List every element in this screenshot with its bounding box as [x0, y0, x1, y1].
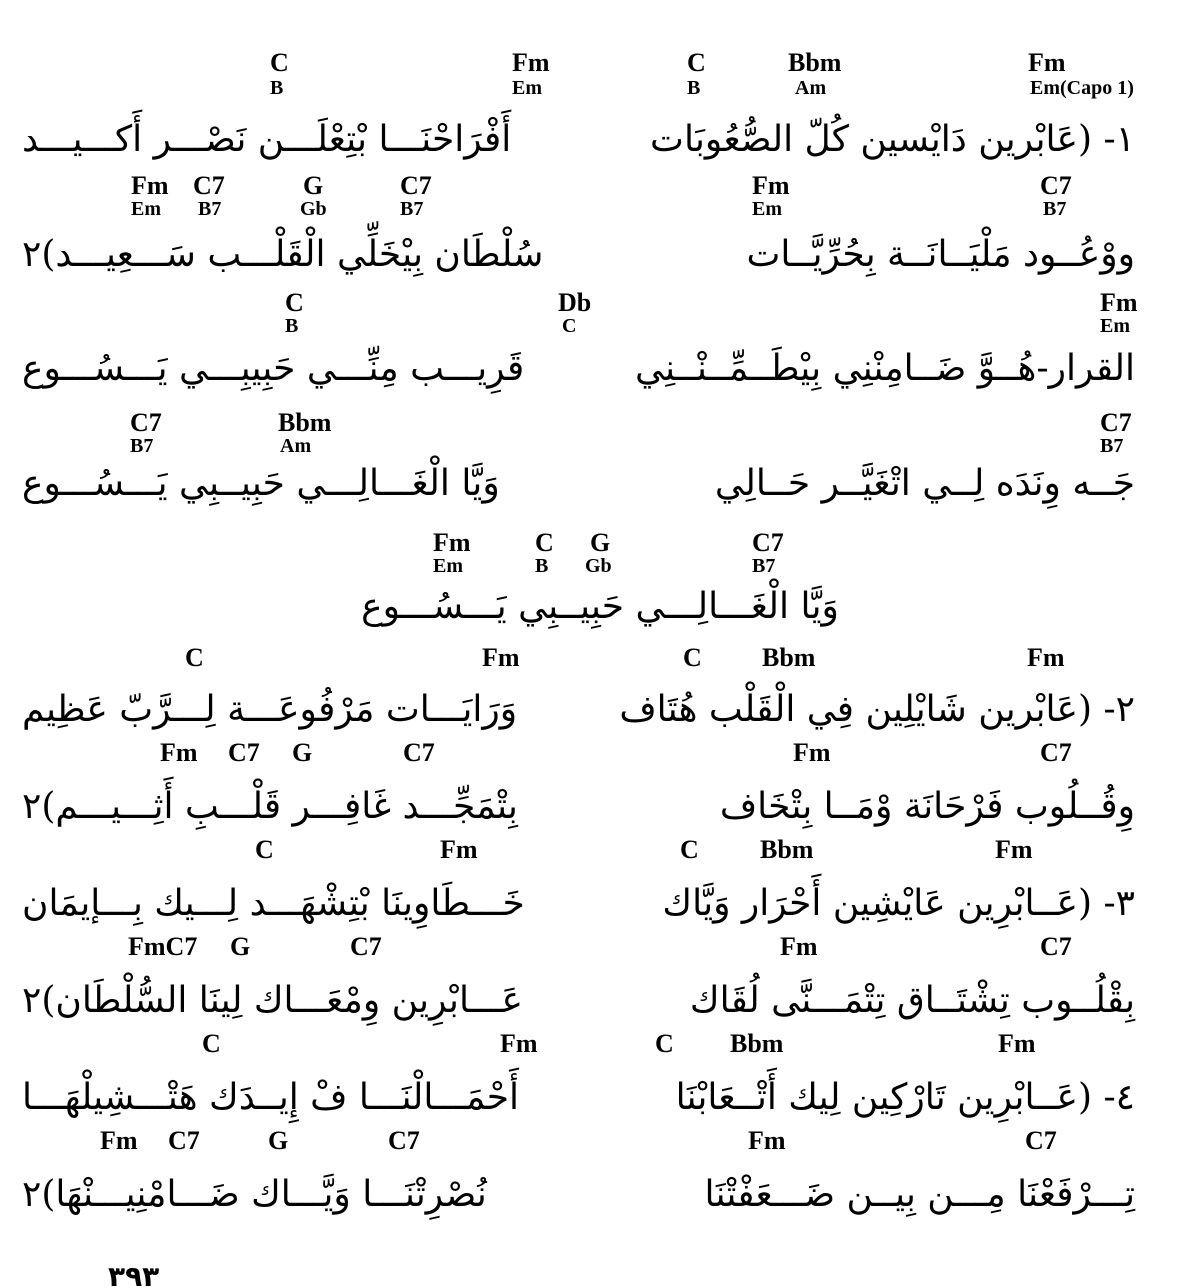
chord-symbol: C7 [350, 932, 382, 961]
lyric-line: تِـــرْفَعْنَا مِـــن بِيــن ضَـــعَفْتْنَا [704, 1174, 1135, 1215]
capo-chord-symbol: Em [433, 555, 463, 577]
chord-symbol: C7 [752, 528, 784, 557]
capo-chord-symbol: B [687, 77, 701, 99]
page-number: ٣٩٣ [108, 1260, 160, 1287]
chord-symbol: G [268, 1126, 289, 1155]
chord-symbol: Fm [440, 835, 478, 864]
chord-symbol: Bbm [760, 835, 814, 864]
chord-symbol: Bbm [278, 408, 332, 437]
chord-symbol: C7 [130, 408, 162, 437]
capo-chord-symbol: B [535, 555, 549, 577]
chord-symbol: C [285, 288, 304, 317]
capo-chord-symbol: B [270, 77, 284, 99]
chord-symbol: C [535, 528, 554, 557]
chord-symbol: Fm [1027, 643, 1065, 672]
chord-symbol: C7 [228, 738, 260, 767]
chord-symbol: Bbm [730, 1029, 784, 1058]
lyric-line: أَحْمَـــالْنَـــا فْ إِيــدَك هَتْـــشِيلْهَـــا [22, 1077, 520, 1118]
chord-symbol: Fm [752, 171, 790, 200]
lyric-line: قَرِيـــب مِنِّـــي حَبِيبِـــي يَـــسُـــوع [22, 348, 525, 389]
capo-chord-symbol: Em [1100, 315, 1130, 337]
capo-chord-symbol: Am [795, 77, 827, 99]
chord-symbol: G [230, 932, 251, 961]
chord-symbol: Fm [998, 1029, 1036, 1058]
chord-symbol: Fm [1028, 48, 1066, 77]
lyric-line: وِقُــلُوب فَرْحَانَة وْمَــا بِتْخَاف [719, 786, 1135, 827]
chord-symbol: Fm [780, 932, 818, 961]
lyric-line: أَفْرَاحْنَـــا بْتِعْلَـــن نَصْـــر أَكـــيـــد [22, 119, 512, 160]
chord-symbol: C [655, 1029, 674, 1058]
chord-symbol: Fm [793, 738, 831, 767]
chord-symbol: Fm [1100, 288, 1138, 317]
chord-symbol: C [185, 643, 204, 672]
capo-chord-symbol: Em [752, 198, 782, 220]
capo-chord-symbol: C [562, 315, 577, 337]
lyric-line: وَرَايَـــات مَرْفُوعَـــة لِـــرَّبّ عَظِيم [22, 689, 518, 730]
chord-symbol: C [202, 1029, 221, 1058]
capo-chord-symbol: Em [512, 77, 542, 99]
chord-symbol: C [680, 835, 699, 864]
chord-symbol: Fm [131, 171, 169, 200]
lyric-line: خَـــطَاوِينَا بْتِشْهَـــد لِـــيك بِـــإيمَان [22, 883, 525, 924]
chord-symbol: Fm [160, 738, 198, 767]
lyric-line: ٢- (عَابْرين شَايْلِين فِي الْقَلْب هُتَاف [619, 689, 1135, 730]
chord-symbol: FmC7 [128, 932, 198, 961]
lyric-line: نُصْرِتْنَـــا وَيَّـــاك ضَـــامْنِيـــنْهَا)٢ [22, 1174, 487, 1215]
capo-chord-symbol: B7 [752, 555, 776, 577]
lyric-line: ٤- (عَــابْرِين تَارْكِين لِيك أَتْــعَابْنَا [675, 1077, 1135, 1118]
capo-chord-symbol: B7 [400, 198, 424, 220]
lyric-line: بِتْمَجِّـــد غَافِـــر قَلْـــبِ أَثِـــيـــم)٢ [22, 786, 518, 827]
chord-symbol: G [303, 171, 324, 200]
lyric-line: القرار-هُــوَّ ضَــامِنْنِي بِيْطَــمِّــنْــنِي [634, 348, 1135, 389]
capo-chord-symbol: Em [131, 198, 161, 220]
chord-symbol: Fm [433, 528, 471, 557]
capo-chord-symbol: B7 [130, 435, 154, 457]
capo-chord-symbol: Am [280, 435, 312, 457]
capo-chord-symbol: Em(Capo 1) [1030, 77, 1134, 99]
lyric-line: سُلْطَان بِيْخَلِّي الْقَلْـــب سَـــعِيـــد)٢ [22, 234, 544, 275]
chord-symbol: Fm [995, 835, 1033, 864]
lyric-line: ٣- (عَــابْرِين عَايْشِين أَحْرَار وَيَّاك [662, 883, 1135, 924]
lyric-line: وَيَّا الْغَـــالِـــي حَبِيــبِي يَـــسُـــوع [361, 586, 839, 627]
chord-symbol: C [255, 835, 274, 864]
capo-chord-symbol: Gb [585, 555, 612, 577]
chord-symbol: C7 [1040, 932, 1072, 961]
chord-symbol: C7 [1040, 738, 1072, 767]
capo-chord-symbol: B7 [1043, 198, 1067, 220]
chord-symbol: Fm [500, 1029, 538, 1058]
chord-symbol: C [687, 48, 706, 77]
lyric-line: وَيَّا الْغَـــالِـــي حَبِيــبِي يَـــسُـــوع [22, 463, 500, 504]
lyric-line: بِقْلُــوب تِشْتَــاق تِتْمَـــنَّى لُقَاك [689, 980, 1135, 1021]
chord-symbol: Fm [512, 48, 550, 77]
chord-symbol: C7 [1100, 408, 1132, 437]
chord-symbol: Bbm [762, 643, 816, 672]
lyric-line: جَــه وِنَدَه لِــي اتْغَيَّــر حَــالِي [714, 463, 1135, 504]
chord-symbol: C7 [1040, 171, 1072, 200]
chord-symbol: Fm [100, 1126, 138, 1155]
chord-symbol: C7 [168, 1126, 200, 1155]
chord-symbol: C7 [1025, 1126, 1057, 1155]
lyric-line: ووْعُــود مَلْيَــانَــة بِحُرِّيَّــات [746, 234, 1135, 275]
chord-symbol: Fm [748, 1126, 786, 1155]
lyric-line: ١- (عَابْرين دَايْسين كُلّ الصُّعُوبَات [650, 119, 1135, 160]
chord-symbol: Fm [482, 643, 520, 672]
chord-symbol: C7 [193, 171, 225, 200]
chord-symbol: G [292, 738, 313, 767]
lyric-line: عَـــابْرِين وِمْعَـــاك لِينَا السُّلْطَان)٢ [22, 980, 524, 1021]
chord-symbol: C7 [400, 171, 432, 200]
chord-symbol: Bbm [788, 48, 842, 77]
capo-chord-symbol: B7 [1100, 435, 1124, 457]
chord-symbol: G [590, 528, 611, 557]
capo-chord-symbol: B7 [198, 198, 222, 220]
chord-symbol: C7 [403, 738, 435, 767]
capo-chord-symbol: B [285, 315, 299, 337]
chord-symbol: C7 [388, 1126, 420, 1155]
chord-symbol: Db [558, 288, 592, 317]
chord-symbol: C [270, 48, 289, 77]
chord-symbol: C [683, 643, 702, 672]
capo-chord-symbol: Gb [300, 198, 327, 220]
